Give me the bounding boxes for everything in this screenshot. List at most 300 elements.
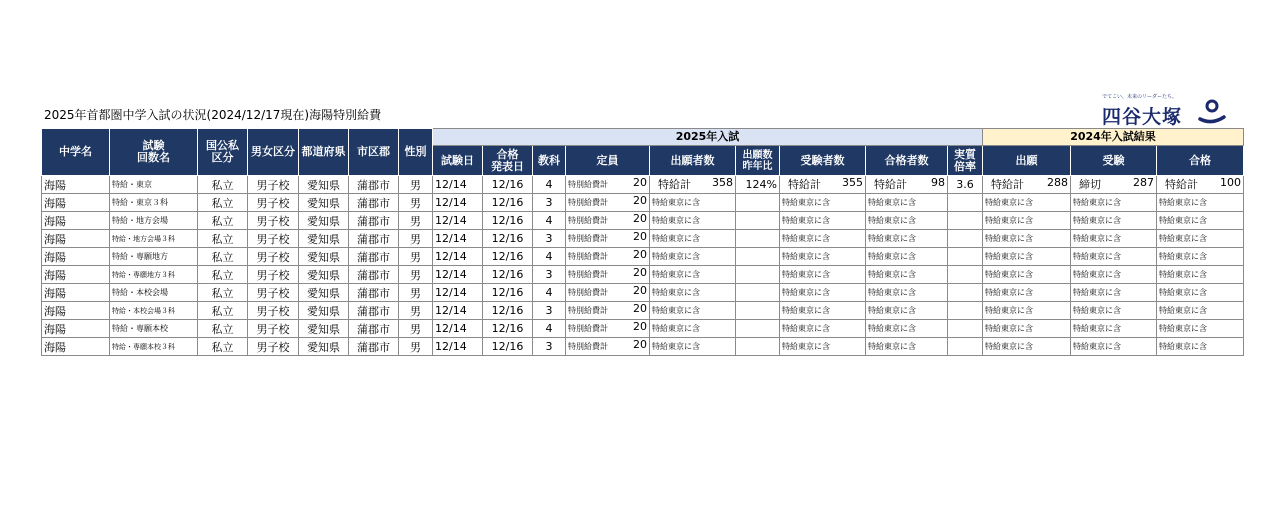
- cell-passers-label: 特給計: [874, 178, 907, 191]
- cell-prev-examinees-label: 特給東京に含: [1073, 234, 1121, 243]
- cell-prev-applicants-label: 特給東京に含: [985, 234, 1033, 243]
- cell-city: 蒲郡市: [349, 302, 399, 320]
- table-row: [42, 212, 1244, 230]
- cell-prefecture: 愛知県: [299, 248, 349, 266]
- col-header-gender-type: 男女区分: [248, 129, 299, 176]
- cell-prev-examinees-label: 特給東京に含: [1073, 288, 1121, 297]
- cell-applicants: [650, 266, 736, 284]
- col-header-real-ratio: 実質 倍率: [948, 146, 983, 176]
- cell-prev-examinees-label: 特給東京に含: [1073, 252, 1121, 261]
- cell-passers-label: 特給東京に含: [868, 216, 916, 225]
- cell-examinees-label: 特給東京に含: [782, 216, 830, 225]
- yotsuya-otsuka-mark-icon: [1197, 97, 1227, 125]
- cell-school: 海陽: [42, 266, 110, 284]
- cell-real-ratio: [948, 284, 983, 302]
- cell-passers-label: 特給東京に含: [868, 288, 916, 297]
- cell-examinees-label: 特給東京に含: [782, 252, 830, 261]
- cell-examinees: [780, 320, 866, 338]
- cell-school: 海陽: [42, 230, 110, 248]
- cell-exam-date: 12/14: [433, 176, 483, 194]
- cell-real-ratio: [948, 338, 983, 356]
- cell-capacity-value: 20: [633, 212, 647, 225]
- cell-applicants-label: 特給東京に含: [652, 252, 700, 261]
- cell-passers: [866, 176, 948, 194]
- cell-passers: [866, 266, 948, 284]
- cell-gender-type: 男子校: [248, 194, 299, 212]
- cell-app-ratio: [736, 284, 780, 302]
- cell-sex: 男: [399, 338, 433, 356]
- cell-real-ratio: [948, 266, 983, 284]
- cell-sex: 男: [399, 302, 433, 320]
- cell-prev-examinees: [1071, 284, 1157, 302]
- cell-prev-passers: [1157, 248, 1244, 266]
- cell-prev-applicants-label: 特給東京に含: [985, 198, 1033, 207]
- cell-passers-label: 特給東京に含: [868, 270, 916, 279]
- table-row: [42, 338, 1244, 356]
- cell-capacity-value: 20: [633, 284, 647, 297]
- cell-examinees: [780, 176, 866, 194]
- cell-applicants: [650, 302, 736, 320]
- cell-app-ratio: [736, 194, 780, 212]
- cell-capacity-label: 特別給費計: [568, 216, 608, 225]
- cell-subjects: 4: [533, 176, 566, 194]
- cell-examinees-value: 355: [842, 176, 863, 189]
- cell-capacity: [566, 248, 650, 266]
- cell-prefecture: 愛知県: [299, 176, 349, 194]
- cell-capacity-label: 特別給費計: [568, 324, 608, 333]
- cell-passers: [866, 212, 948, 230]
- cell-applicants-label: 特給東京に含: [652, 198, 700, 207]
- cell-app-ratio: [736, 338, 780, 356]
- cell-prev-examinees-label: 特給東京に含: [1073, 216, 1121, 225]
- cell-app-ratio: [736, 302, 780, 320]
- cell-gender-type: 男子校: [248, 338, 299, 356]
- cell-sex: 男: [399, 284, 433, 302]
- cell-examinees-label: 特給東京に含: [782, 270, 830, 279]
- cell-prev-examinees: [1071, 266, 1157, 284]
- cell-prev-applicants-label: 特給東京に含: [985, 306, 1033, 315]
- cell-capacity-label: 特別給費計: [568, 234, 608, 243]
- cell-exam-date: 12/14: [433, 266, 483, 284]
- table-row: [42, 248, 1244, 266]
- cell-type: 私立: [198, 266, 248, 284]
- col-header-school: 中学名: [42, 129, 110, 176]
- cell-capacity-label: 特別給費計: [568, 198, 608, 207]
- cell-app-ratio: [736, 212, 780, 230]
- cell-prev-examinees-label: 特給東京に含: [1073, 270, 1121, 279]
- col-header-app-ratio: 出願数 昨年比: [736, 146, 780, 176]
- cell-subjects: 3: [533, 230, 566, 248]
- cell-capacity: [566, 230, 650, 248]
- cell-pass-date: 12/16: [483, 302, 533, 320]
- cell-capacity: [566, 266, 650, 284]
- cell-school: 海陽: [42, 302, 110, 320]
- cell-applicants-label: 特給計: [658, 178, 691, 191]
- cell-prev-passers-label: 特給東京に含: [1159, 306, 1207, 315]
- cell-applicants-label: 特給東京に含: [652, 342, 700, 351]
- cell-passers: [866, 248, 948, 266]
- cell-school: 海陽: [42, 248, 110, 266]
- col-header-type: 国公私 区分: [198, 129, 248, 176]
- cell-prev-applicants: [983, 302, 1071, 320]
- cell-exam: 特給・本校会場: [110, 284, 198, 302]
- cell-capacity: [566, 176, 650, 194]
- cell-gender-type: 男子校: [248, 302, 299, 320]
- cell-prev-passers-label: 特給東京に含: [1159, 270, 1207, 279]
- cell-city: 蒲郡市: [349, 338, 399, 356]
- cell-real-ratio: [948, 230, 983, 248]
- section-header-2024: 2024年入試結果: [983, 129, 1244, 146]
- table-row: [42, 194, 1244, 212]
- logo-brand-name: 四谷大塚: [1102, 106, 1183, 128]
- cell-school: 海陽: [42, 176, 110, 194]
- cell-subjects: 4: [533, 284, 566, 302]
- cell-exam: 特給・専願本校３科: [110, 338, 198, 356]
- cell-applicants: [650, 176, 736, 194]
- cell-app-ratio: [736, 248, 780, 266]
- cell-prefecture: 愛知県: [299, 302, 349, 320]
- cell-prev-passers-label: 特給東京に含: [1159, 216, 1207, 225]
- cell-exam-date: 12/14: [433, 230, 483, 248]
- cell-school: 海陽: [42, 194, 110, 212]
- cell-sex: 男: [399, 176, 433, 194]
- cell-pass-date: 12/16: [483, 320, 533, 338]
- cell-prev-applicants: [983, 284, 1071, 302]
- cell-capacity-value: 20: [633, 320, 647, 333]
- cell-city: 蒲郡市: [349, 266, 399, 284]
- cell-prev-passers-value: 100: [1220, 176, 1242, 189]
- cell-applicants: [650, 230, 736, 248]
- cell-subjects: 4: [533, 248, 566, 266]
- cell-applicants: [650, 338, 736, 356]
- table-row: [42, 302, 1244, 320]
- cell-exam: 特給・地方会場３科: [110, 230, 198, 248]
- cell-capacity: [566, 302, 650, 320]
- cell-prefecture: 愛知県: [299, 284, 349, 302]
- cell-subjects: 3: [533, 338, 566, 356]
- cell-prev-examinees: [1071, 230, 1157, 248]
- cell-examinees-label: 特給計: [788, 178, 821, 191]
- cell-school: 海陽: [42, 284, 110, 302]
- cell-prev-examinees-label: 特給東京に含: [1073, 306, 1121, 315]
- cell-prev-examinees: [1071, 176, 1157, 194]
- col-header-sex: 性別: [399, 129, 433, 176]
- cell-exam-date: 12/14: [433, 248, 483, 266]
- cell-gender-type: 男子校: [248, 230, 299, 248]
- cell-passers-label: 特給東京に含: [868, 342, 916, 351]
- cell-examinees-label: 特給東京に含: [782, 324, 830, 333]
- cell-sex: 男: [399, 266, 433, 284]
- cell-city: 蒲郡市: [349, 230, 399, 248]
- cell-prev-passers: [1157, 230, 1244, 248]
- cell-prev-applicants-label: 特給計: [991, 178, 1024, 191]
- cell-sex: 男: [399, 248, 433, 266]
- cell-prefecture: 愛知県: [299, 266, 349, 284]
- cell-prev-applicants-label: 特給東京に含: [985, 270, 1033, 279]
- cell-applicants: [650, 248, 736, 266]
- cell-prev-applicants-label: 特給東京に含: [985, 342, 1033, 351]
- cell-gender-type: 男子校: [248, 266, 299, 284]
- cell-passers: [866, 284, 948, 302]
- cell-type: 私立: [198, 212, 248, 230]
- cell-subjects: 3: [533, 302, 566, 320]
- cell-examinees-label: 特給東京に含: [782, 198, 830, 207]
- cell-prev-passers: [1157, 302, 1244, 320]
- cell-real-ratio: 3.6: [948, 176, 983, 194]
- table-row: [42, 266, 1244, 284]
- cell-applicants: [650, 212, 736, 230]
- cell-school: 海陽: [42, 320, 110, 338]
- cell-real-ratio: [948, 302, 983, 320]
- cell-prev-examinees: [1071, 248, 1157, 266]
- cell-exam-date: 12/14: [433, 302, 483, 320]
- cell-prefecture: 愛知県: [299, 338, 349, 356]
- cell-sex: 男: [399, 212, 433, 230]
- cell-subjects: 4: [533, 320, 566, 338]
- cell-gender-type: 男子校: [248, 284, 299, 302]
- cell-real-ratio: [948, 320, 983, 338]
- cell-capacity-value: 20: [633, 194, 647, 207]
- cell-prev-passers-label: 特給東京に含: [1159, 234, 1207, 243]
- cell-sex: 男: [399, 194, 433, 212]
- cell-pass-date: 12/16: [483, 284, 533, 302]
- cell-prev-passers: [1157, 176, 1244, 194]
- cell-prev-examinees-label: 締切: [1079, 178, 1101, 191]
- cell-passers-label: 特給東京に含: [868, 252, 916, 261]
- cell-passers: [866, 230, 948, 248]
- cell-exam: 特給・専願本校: [110, 320, 198, 338]
- cell-app-ratio: [736, 230, 780, 248]
- cell-prev-applicants: [983, 176, 1071, 194]
- cell-prev-passers-label: 特給東京に含: [1159, 198, 1207, 207]
- cell-capacity-value: 20: [633, 230, 647, 243]
- cell-gender-type: 男子校: [248, 212, 299, 230]
- logo-tagline: でてこい、未来のリーダーたち。: [1102, 94, 1178, 100]
- cell-city: 蒲郡市: [349, 320, 399, 338]
- cell-prev-applicants-label: 特給東京に含: [985, 252, 1033, 261]
- cell-examinees: [780, 338, 866, 356]
- section-header-2025: 2025年入試: [433, 129, 983, 146]
- cell-capacity: [566, 338, 650, 356]
- cell-gender-type: 男子校: [248, 248, 299, 266]
- cell-prev-applicants: [983, 230, 1071, 248]
- cell-applicants-label: 特給東京に含: [652, 234, 700, 243]
- cell-applicants-label: 特給東京に含: [652, 216, 700, 225]
- brand-logo: [1100, 93, 1230, 127]
- cell-examinees-label: 特給東京に含: [782, 342, 830, 351]
- cell-prev-examinees-label: 特給東京に含: [1073, 342, 1121, 351]
- table-row: [42, 320, 1244, 338]
- cell-applicants-label: 特給東京に含: [652, 288, 700, 297]
- cell-passers-label: 特給東京に含: [868, 306, 916, 315]
- col-header-prev-applicants: 出願: [983, 146, 1071, 176]
- cell-subjects: 3: [533, 266, 566, 284]
- cell-capacity-label: 特別給費計: [568, 180, 608, 189]
- cell-examinees-label: 特給東京に含: [782, 234, 830, 243]
- cell-school: 海陽: [42, 338, 110, 356]
- cell-real-ratio: [948, 248, 983, 266]
- cell-prev-applicants-label: 特給東京に含: [985, 324, 1033, 333]
- cell-capacity-value: 20: [633, 338, 647, 351]
- cell-prev-examinees: [1071, 320, 1157, 338]
- cell-school: 海陽: [42, 212, 110, 230]
- cell-capacity: [566, 284, 650, 302]
- col-header-subjects: 教科: [533, 146, 566, 176]
- col-header-prev-passers: 合格: [1157, 146, 1244, 176]
- cell-applicants-label: 特給東京に含: [652, 324, 700, 333]
- cell-applicants-label: 特給東京に含: [652, 306, 700, 315]
- cell-exam: 特給・東京３科: [110, 194, 198, 212]
- cell-type: 私立: [198, 248, 248, 266]
- col-header-applicants: 出願者数: [650, 146, 736, 176]
- cell-capacity-value: 20: [633, 266, 647, 279]
- cell-examinees: [780, 266, 866, 284]
- cell-city: 蒲郡市: [349, 212, 399, 230]
- col-header-exam-date: 試験日: [433, 146, 483, 176]
- cell-prev-applicants: [983, 194, 1071, 212]
- cell-capacity-label: 特別給費計: [568, 342, 608, 351]
- cell-type: 私立: [198, 284, 248, 302]
- col-header-prev-examinees: 受験: [1071, 146, 1157, 176]
- cell-capacity-value: 20: [633, 302, 647, 315]
- cell-pass-date: 12/16: [483, 212, 533, 230]
- cell-pass-date: 12/16: [483, 248, 533, 266]
- cell-city: 蒲郡市: [349, 176, 399, 194]
- table-row: [42, 176, 1244, 194]
- cell-type: 私立: [198, 230, 248, 248]
- cell-prefecture: 愛知県: [299, 212, 349, 230]
- cell-capacity-label: 特別給費計: [568, 288, 608, 297]
- cell-prev-applicants: [983, 212, 1071, 230]
- cell-capacity: [566, 194, 650, 212]
- cell-applicants: [650, 194, 736, 212]
- cell-prev-applicants-label: 特給東京に含: [985, 288, 1033, 297]
- col-header-pass-date: 合格 発表日: [483, 146, 533, 176]
- cell-prefecture: 愛知県: [299, 230, 349, 248]
- table-row: [42, 284, 1244, 302]
- cell-prev-passers-label: 特給東京に含: [1159, 324, 1207, 333]
- cell-prev-passers-label: 特給東京に含: [1159, 342, 1207, 351]
- cell-passers-label: 特給東京に含: [868, 234, 916, 243]
- cell-examinees: [780, 284, 866, 302]
- page-title: 2025年首都圏中学入試の状況(2024/12/17現在)海陽特別給費: [44, 108, 382, 122]
- cell-exam-date: 12/14: [433, 284, 483, 302]
- cell-prev-applicants: [983, 338, 1071, 356]
- cell-exam: 特給・本校会場３科: [110, 302, 198, 320]
- cell-subjects: 4: [533, 212, 566, 230]
- cell-pass-date: 12/16: [483, 194, 533, 212]
- table-row: [42, 230, 1244, 248]
- cell-real-ratio: [948, 212, 983, 230]
- col-header-prefecture: 都道府県: [299, 129, 349, 176]
- cell-pass-date: 12/16: [483, 338, 533, 356]
- cell-exam: 特給・地方会場: [110, 212, 198, 230]
- cell-prev-applicants: [983, 320, 1071, 338]
- cell-applicants-value: 358: [712, 176, 733, 189]
- cell-exam: 特給・東京: [110, 176, 198, 194]
- cell-examinees: [780, 248, 866, 266]
- cell-prev-passers: [1157, 320, 1244, 338]
- cell-capacity: [566, 212, 650, 230]
- cell-type: 私立: [198, 194, 248, 212]
- cell-passers-value: 98: [931, 176, 945, 189]
- exam-results-table: [41, 128, 1244, 356]
- cell-exam-date: 12/14: [433, 194, 483, 212]
- cell-pass-date: 12/16: [483, 230, 533, 248]
- cell-examinees: [780, 212, 866, 230]
- cell-passers-label: 特給東京に含: [868, 324, 916, 333]
- col-header-passers: 合格者数: [866, 146, 948, 176]
- cell-type: 私立: [198, 302, 248, 320]
- cell-prev-examinees-value: 287: [1133, 176, 1154, 189]
- cell-subjects: 3: [533, 194, 566, 212]
- cell-examinees: [780, 302, 866, 320]
- cell-passers: [866, 338, 948, 356]
- cell-type: 私立: [198, 320, 248, 338]
- cell-applicants-label: 特給東京に含: [652, 270, 700, 279]
- cell-capacity-value: 20: [633, 248, 647, 261]
- cell-passers: [866, 194, 948, 212]
- cell-type: 私立: [198, 338, 248, 356]
- cell-exam-date: 12/14: [433, 212, 483, 230]
- cell-prev-applicants-label: 特給東京に含: [985, 216, 1033, 225]
- cell-pass-date: 12/16: [483, 266, 533, 284]
- cell-sex: 男: [399, 320, 433, 338]
- cell-prev-examinees: [1071, 338, 1157, 356]
- cell-prefecture: 愛知県: [299, 194, 349, 212]
- cell-gender-type: 男子校: [248, 320, 299, 338]
- cell-gender-type: 男子校: [248, 176, 299, 194]
- cell-passers: [866, 302, 948, 320]
- cell-prev-examinees: [1071, 212, 1157, 230]
- cell-app-ratio: [736, 266, 780, 284]
- cell-prev-examinees-label: 特給東京に含: [1073, 324, 1121, 333]
- cell-capacity-label: 特別給費計: [568, 270, 608, 279]
- cell-capacity-label: 特別給費計: [568, 252, 608, 261]
- cell-city: 蒲郡市: [349, 284, 399, 302]
- cell-prev-examinees: [1071, 194, 1157, 212]
- cell-city: 蒲郡市: [349, 248, 399, 266]
- cell-prev-applicants-value: 288: [1047, 176, 1068, 189]
- col-header-city: 市区郡: [349, 129, 399, 176]
- cell-applicants: [650, 284, 736, 302]
- cell-prefecture: 愛知県: [299, 320, 349, 338]
- cell-passers: [866, 320, 948, 338]
- cell-exam-date: 12/14: [433, 320, 483, 338]
- cell-examinees: [780, 230, 866, 248]
- cell-type: 私立: [198, 176, 248, 194]
- cell-prev-applicants: [983, 266, 1071, 284]
- cell-examinees-label: 特給東京に含: [782, 288, 830, 297]
- cell-prev-passers: [1157, 266, 1244, 284]
- cell-app-ratio: [736, 320, 780, 338]
- cell-city: 蒲郡市: [349, 194, 399, 212]
- cell-prev-passers: [1157, 212, 1244, 230]
- col-header-examinees: 受験者数: [780, 146, 866, 176]
- cell-passers-label: 特給東京に含: [868, 198, 916, 207]
- cell-exam: 特給・専願地方: [110, 248, 198, 266]
- cell-prev-passers: [1157, 284, 1244, 302]
- cell-examinees: [780, 194, 866, 212]
- cell-prev-passers-label: 特給東京に含: [1159, 252, 1207, 261]
- cell-prev-passers-label: 特給計: [1165, 178, 1198, 191]
- cell-exam: 特給・専願地方３科: [110, 266, 198, 284]
- cell-prev-examinees: [1071, 302, 1157, 320]
- col-header-exam: 試験 回数名: [110, 129, 198, 176]
- cell-prev-examinees-label: 特給東京に含: [1073, 198, 1121, 207]
- cell-prev-passers: [1157, 194, 1244, 212]
- cell-app-ratio: 124%: [736, 176, 780, 194]
